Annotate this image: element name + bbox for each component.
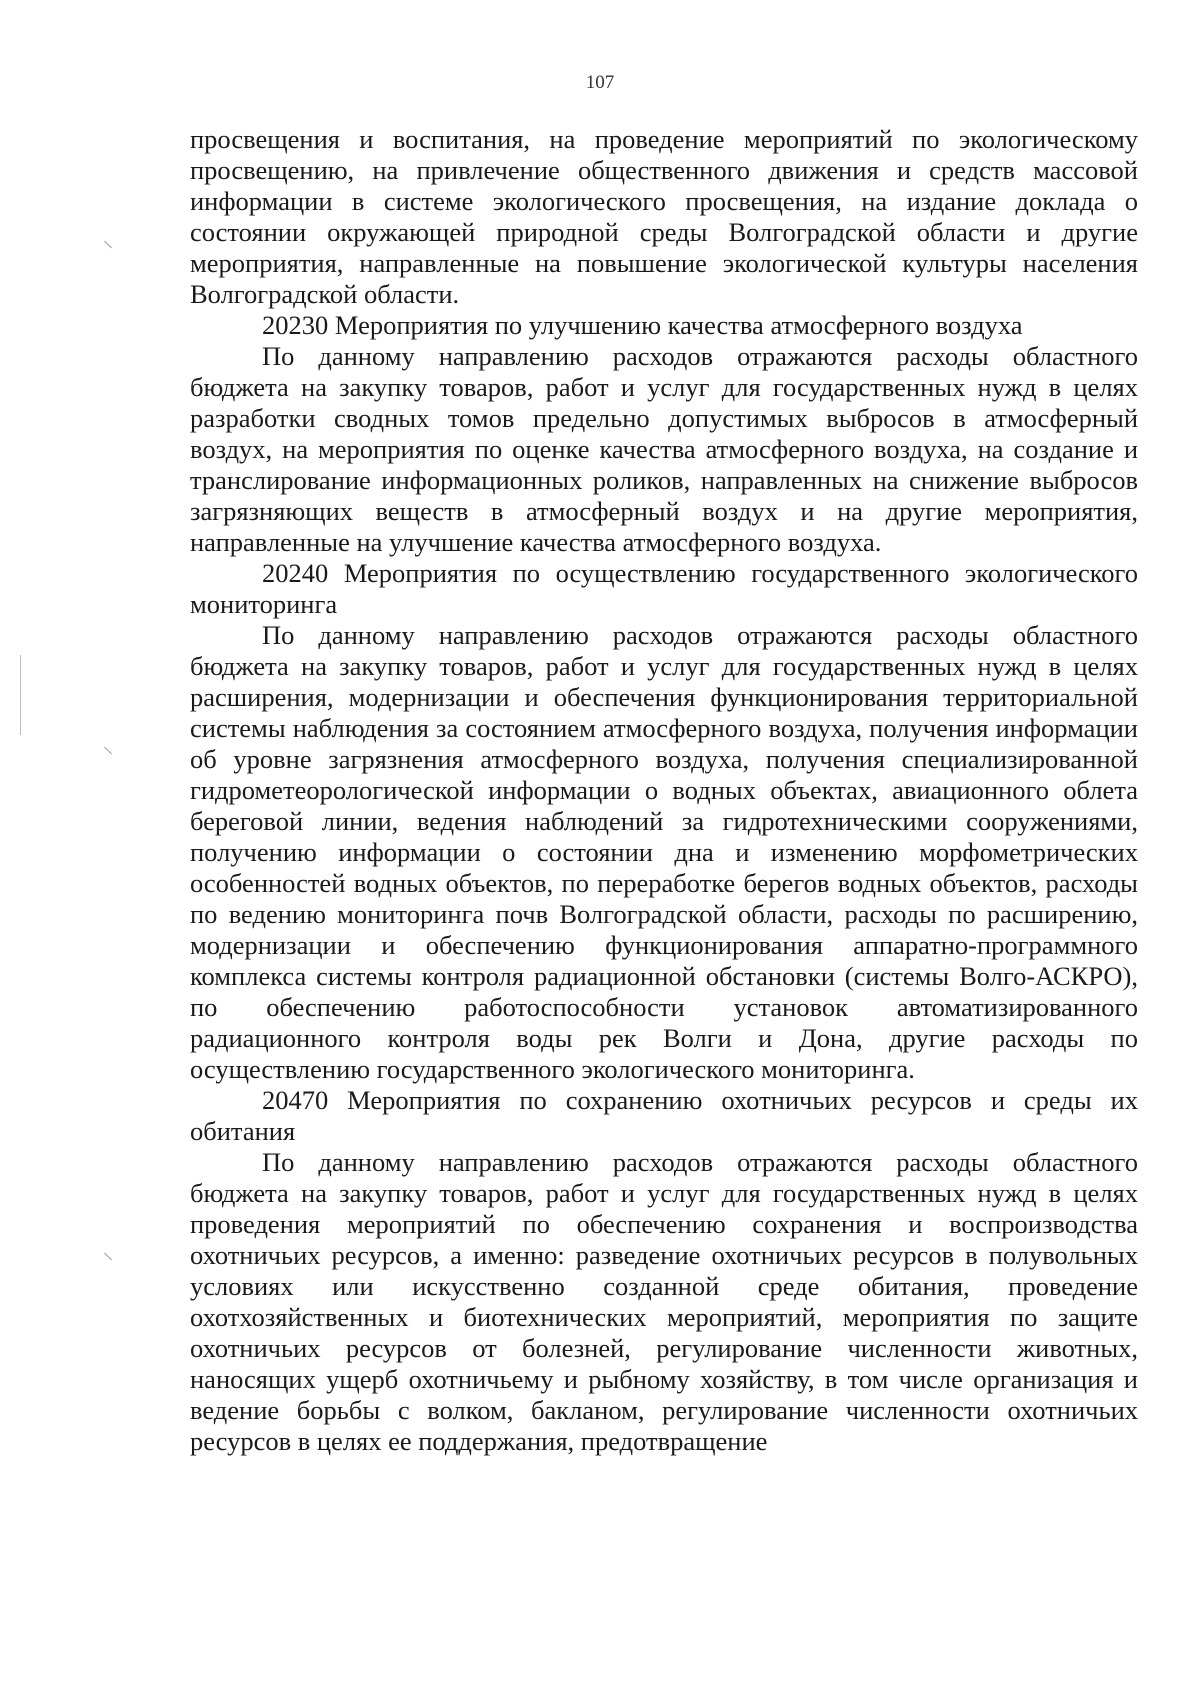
paragraph-20230: По данному направлению расходов отражаются расходы областного бюджета на закупку товаров, работ и услуг для государственных нужд в целях разработки сводных томов предельно допустимых выбросов в атмосферный воздух, на мероприятия по оценке качества атмосферного воздуха, на создание и транслирование информационных роликов, направленных на снижение выбросов загрязняющих веществ в атмосферный воздух и на другие мероприятия, направленные на улучшение качества атмосферного воздуха. [190,341,1138,557]
scan-tick-mark [104,747,112,755]
page-number: 107 [585,72,615,93]
section-heading-20240: 20240 Мероприятия по осуществлению государственного экологического мониторинга [190,558,1138,619]
section-heading-20230: 20230 Мероприятия по улучшению качества атмосферного воздуха [262,310,1023,340]
scan-tick-mark [104,241,112,249]
paragraph-intro: просвещения и воспитания, на проведение мероприятий по экологическому просвещению, на привлечение общественного движения и средств массовой информации в системе экологического просвещения, на издание доклада о состоянии окружающей природной среды Волгоградской области и другие мероприятия, направленные на повышение экологической культуры населения Волгоградской области. [190,124,1138,309]
document-body [190,124,1138,1457]
paragraph-20240: По данному направлению расходов отражаются расходы областного бюджета на закупку товаров, работ и услуг для государственных нужд в целях расширения, модернизации и обеспечения функционирования территориальной системы наблюдения за состоянием атмосферного воздуха, получения информации об уровне загрязнения атмосферного воздуха, получения специализированной гидрометеорологической информации о водных объектах, авиационного облета береговой линии, ведения наблюдений за гидротехническими сооружениями, получению информации о состоянии дна и изменению морфометрических особенностей водных объектов, по переработке берегов водных объектов, расходы по ведению мониторинга почв Волгоградской области, расходы по расширению, модернизации и обеспечению функционирования аппаратно-программного комплекса системы контроля радиационной обстановки (системы Волго-АСКРО), по обеспечению работоспособности установок автоматизированного радиационного контроля воды рек Волги и Дона, другие расходы по осуществлению государственного экологического мониторинга. [190,620,1138,1084]
scan-margin-mark [20,655,21,735]
paragraph-20470: По данному направлению расходов отражаются расходы областного бюджета на закупку товаров, работ и услуг для государственных нужд в целях проведения мероприятий по обеспечению сохранения и воспроизводства охотничьих ресурсов, а именно: разведение охотничьих ресурсов в полувольных условиях или искусственно созданной среде обитания, проведение охотхозяйственных и биотехнических мероприятий, мероприятия по защите охотничьих ресурсов от болезней, регулирование численности животных, наносящих ущерб охотничьему и рыбному хозяйству, в том числе организация и ведение борьбы с волком, бакланом, регулирование численности охотничьих ресурсов в целях ее поддержания, предотвращение [190,1147,1138,1456]
scan-tick-mark [104,1253,112,1261]
section-heading-20470: 20470 Мероприятия по сохранению охотничьих ресурсов и среды их обитания [190,1085,1138,1146]
